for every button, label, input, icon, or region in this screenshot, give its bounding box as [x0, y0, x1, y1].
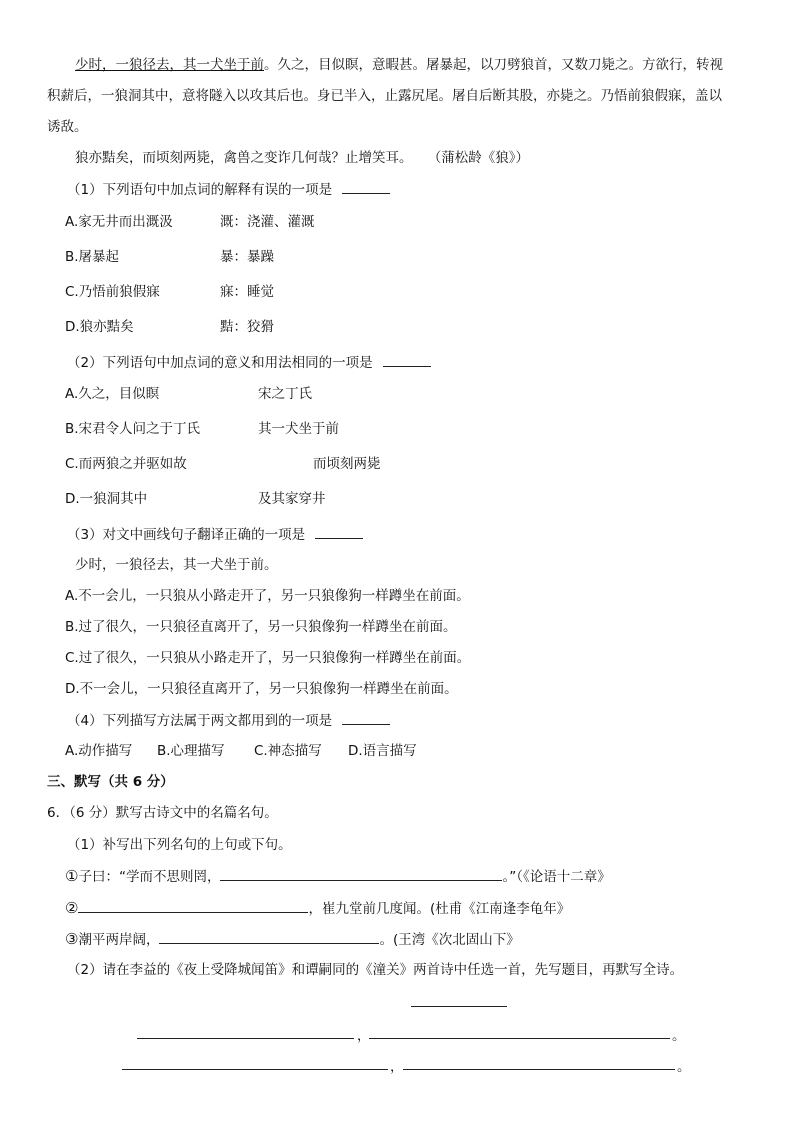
q1-option-a-note: 溉：浇灌、灌溉 — [220, 214, 315, 230]
question-4-stem — [67, 710, 390, 731]
q4-option-c: C.神态描写 — [254, 743, 322, 759]
fill-blank[interactable] — [220, 866, 502, 881]
q1-option-d — [65, 317, 134, 337]
paragraph-2-text: 狼亦黠矣，而顷刻两毙，禽兽之变诈几何哉？止增笑耳。 — [75, 150, 413, 166]
q2-option-d-right: 及其家穿井 — [258, 491, 326, 507]
q2-option-a-left: A.久之，目似瞑 — [65, 386, 160, 402]
question-1-text: （1）下列语句中加点词的解释有误的一项是 — [67, 182, 333, 198]
question-2-text: （2）下列语句中加点词的意义和用法相同的一项是 — [67, 355, 373, 371]
question-3-stem — [67, 524, 363, 545]
q1-option-c-note: 寐：睡觉 — [220, 284, 274, 300]
question-6-sub-2: （2）请在李益的《夜上受降城闻笛》和谭嗣同的《潼关》两首诗中任选一首，先写题目，再默写全诗。 — [67, 962, 684, 978]
q3-option-d: D.不一会儿，一只狼径直离开了，另一只狼像狗一样蹲坐在前面。 — [65, 681, 458, 697]
fill-item-1 — [65, 866, 611, 887]
passage-text: 。久之，目似瞑，意暇甚。屠暴起，以刀劈狼首，又数刀毙之。方欲行，转视 — [264, 57, 723, 73]
item-text: 潮平两岸阔， — [78, 932, 160, 948]
fill-blank[interactable] — [159, 929, 379, 944]
q1-option-d-note: 黠：狡猾 — [220, 319, 274, 335]
poem-line-blank[interactable] — [369, 1038, 670, 1039]
passage-line-1 — [75, 55, 723, 75]
option-sentence: C.乃悟前狼假寐 — [65, 284, 160, 300]
q2-option-b-left: B.宋君令人问之于丁氏 — [65, 421, 201, 437]
q3-option-c: C.过了很久，一只狼从小路走开了，另一只狼像狗一样蹲坐在前面。 — [65, 650, 471, 666]
passage-line-2: 积薪后，一狼洞其中，意将隧入以攻其后也。身已半入，止露尻尾。屠自后断其股，亦毙之。乃悟前狼假寐，盖以 — [47, 88, 722, 104]
q2-option-d-left: D.一狼洞其中 — [65, 491, 148, 507]
poem-comma: ， — [390, 1059, 404, 1075]
poem-line-blank[interactable] — [403, 1069, 675, 1070]
poem-period: 。 — [672, 1028, 686, 1044]
q3-option-b: B.过了很久，一只狼径直离开了，另一只狼像狗一样蹲坐在前面。 — [65, 619, 457, 635]
passage-line-3: 诱敌。 — [47, 119, 88, 135]
question-4-text: （4）下列描写方法属于两文都用到的一项是 — [67, 713, 333, 729]
question-6-sub-1: （1）补写出下列名句的上句或下句。 — [67, 837, 292, 853]
q3-sentence: 少时，一狼径去，其一犬坐于前。 — [75, 557, 278, 573]
item-number: ③ — [65, 930, 79, 948]
q4-option-d: D.语言描写 — [348, 743, 417, 759]
q3-option-a: A.不一会儿，一只狼从小路走开了，另一只狼像狗一样蹲坐在前面。 — [65, 588, 470, 604]
q2-option-c-left: C.而两狼之并驱如故 — [65, 456, 187, 472]
answer-blank[interactable] — [342, 179, 390, 194]
fill-blank[interactable] — [78, 898, 308, 913]
poem-comma: ， — [357, 1028, 371, 1044]
item-text: 。”（《论语十二章》 — [502, 869, 611, 885]
option-sentence: D.狼亦黠矣 — [65, 319, 134, 335]
q1-option-a — [65, 212, 173, 232]
q2-option-b-right: 其一犬坐于前 — [258, 421, 339, 437]
q2-option-c-right: 而顷刻两毙 — [313, 456, 381, 472]
q4-option-b: B.心理描写 — [157, 743, 225, 759]
fill-item-2 — [65, 898, 570, 919]
q1-option-b-note: 暴：暴躁 — [220, 249, 274, 265]
item-text: ，崔九堂前几度闻。(杜甫《江南逢李龟年》 — [308, 901, 571, 917]
answer-blank[interactable] — [342, 710, 390, 725]
poem-line-blank[interactable] — [137, 1038, 354, 1039]
item-number: ① — [65, 867, 79, 885]
q1-option-b — [65, 247, 119, 267]
question-3-text: （3）对文中画线句子翻译正确的一项是 — [67, 527, 306, 543]
question-6-stem: 6．（6 分）默写古诗文中的名篇名句。 — [47, 805, 278, 821]
underlined-sentence: 少时，一狼径去，其一犬坐于前 — [75, 57, 264, 73]
fill-item-3 — [65, 929, 520, 950]
poem-line-blank[interactable] — [122, 1069, 388, 1070]
passage-paragraph-2 — [75, 148, 529, 168]
q4-option-a: A.动作描写 — [65, 743, 133, 759]
answer-blank[interactable] — [315, 524, 363, 539]
item-text: 。(王湾《次北固山下》 — [379, 932, 520, 948]
question-2-stem — [67, 352, 431, 373]
poem-title-blank[interactable] — [411, 1006, 507, 1007]
answer-blank[interactable] — [383, 352, 431, 367]
q1-option-c — [65, 282, 160, 302]
passage-source: （蒲松龄《狼》） — [434, 150, 529, 166]
option-sentence: B.屠暴起 — [65, 249, 120, 265]
section-3-heading: 三、默写（共 6 分） — [47, 774, 174, 790]
q2-option-a-right: 宋之丁氏 — [258, 386, 312, 402]
item-number: ② — [65, 899, 79, 917]
question-1-stem — [67, 179, 390, 200]
option-sentence: A.家无井而出溉汲 — [65, 214, 173, 230]
poem-period: 。 — [677, 1059, 691, 1075]
item-text: 子曰：“学而不思则罔， — [78, 869, 221, 885]
